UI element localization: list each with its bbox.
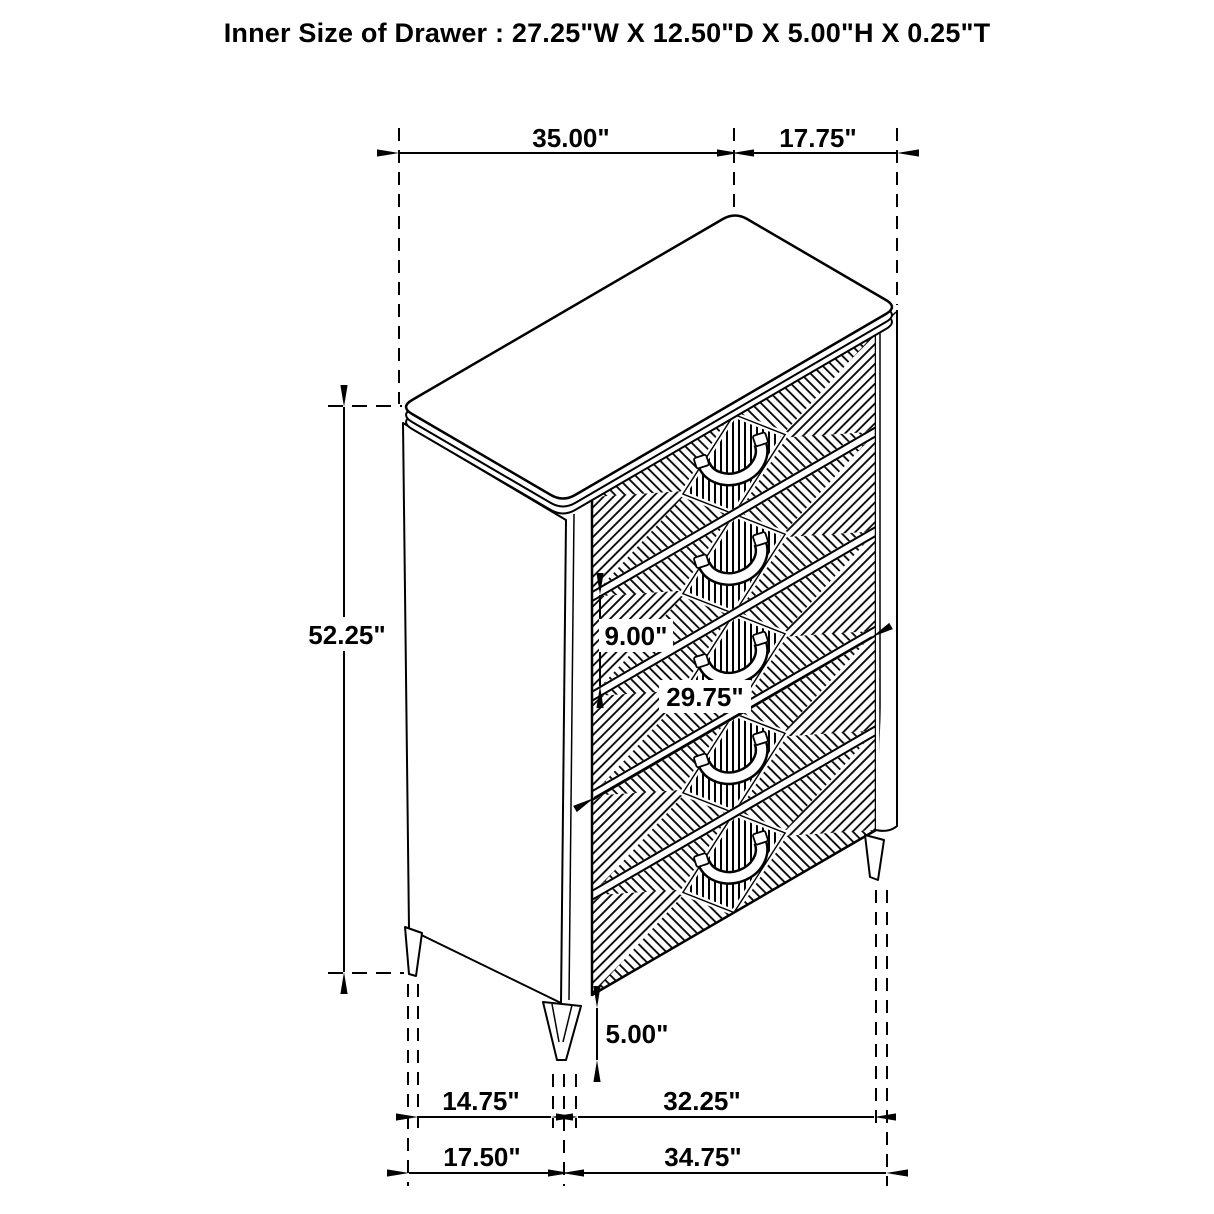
label-base-front-left: 14.75"	[442, 1086, 520, 1116]
label-drawer-face-height: 9.00"	[604, 621, 668, 651]
label-top-depth: 17.75"	[779, 123, 857, 153]
side-panel	[403, 423, 566, 1003]
page-title: Inner Size of Drawer : 27.25"W X 12.50"D X 5.00"H X 0.25"T	[223, 18, 991, 48]
label-drawer-width: 29.75"	[666, 682, 744, 712]
label-base-front-right: 32.25"	[663, 1086, 741, 1116]
label-top-width: 35.00"	[532, 123, 610, 153]
label-overall-height: 52.25"	[308, 620, 386, 650]
right-stile	[876, 310, 897, 831]
label-base-outer-right: 34.75"	[664, 1142, 742, 1172]
front-leg	[543, 1002, 581, 1060]
back-left-leg	[405, 927, 422, 976]
back-right-leg	[865, 835, 884, 880]
label-leg-height: 5.00"	[605, 1019, 669, 1049]
label-base-outer-left: 17.50"	[443, 1142, 521, 1172]
